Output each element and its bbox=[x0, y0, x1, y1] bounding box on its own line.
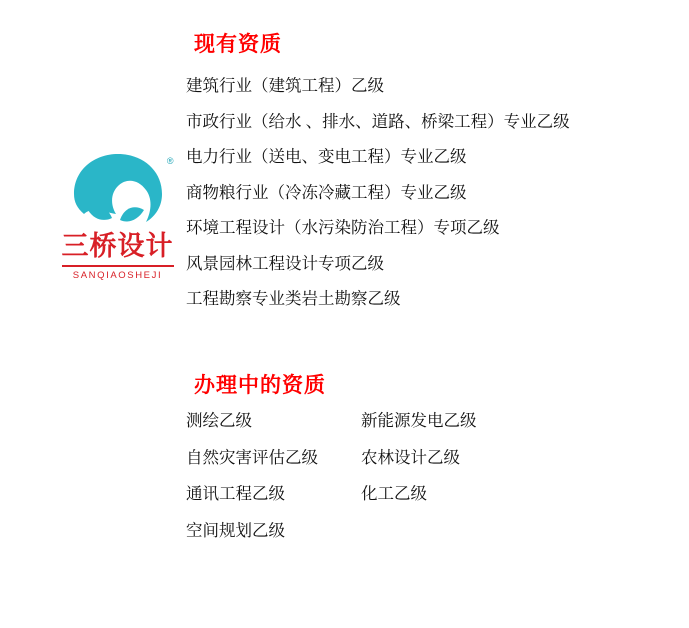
list-item: 建筑行业（建筑工程）乙级 bbox=[186, 76, 384, 95]
list-item: 化工乙级 bbox=[361, 484, 427, 504]
registered-trademark-icon: ® bbox=[166, 156, 174, 166]
logo-divider bbox=[62, 265, 174, 267]
section-pending-qualifications bbox=[186, 369, 676, 544]
list-item: 电力行业（送电、变电工程）专业乙级 bbox=[186, 147, 467, 167]
list-item: 新能源发电乙级 bbox=[361, 410, 477, 430]
section-current-qualifications bbox=[186, 28, 676, 317]
logo-mark-icon bbox=[66, 150, 174, 228]
list-item: 商物粮行业（冷冻冷藏工程）专业乙级 bbox=[186, 182, 467, 202]
current-qualifications-list bbox=[186, 68, 676, 317]
pending-qualifications-grid bbox=[186, 409, 676, 544]
list-item: 通讯工程乙级 bbox=[186, 484, 285, 504]
logo-company-name: 三桥设计 bbox=[61, 231, 174, 261]
section-title-current: 现有资质 bbox=[194, 33, 282, 56]
section-title-pending: 办理中的资质 bbox=[194, 373, 326, 397]
list-item: 市政行业（给水 、排水、道路、桥梁工程）专业乙级 bbox=[186, 111, 570, 131]
logo-pinyin: SANQIAOSHEJI bbox=[72, 269, 163, 281]
list-item: 农林设计乙级 bbox=[361, 447, 460, 467]
qualifications-content bbox=[186, 28, 676, 544]
list-item: 工程勘察专业类岩土勘察乙级 bbox=[186, 289, 401, 309]
list-item: 测绘乙级 bbox=[186, 410, 252, 430]
list-item: 空间规划乙级 bbox=[186, 521, 285, 541]
list-item: 环境工程设计（水污染防治工程）专项乙级 bbox=[186, 218, 500, 238]
list-item: 风景园林工程设计专项乙级 bbox=[186, 253, 384, 273]
company-logo bbox=[60, 150, 175, 281]
list-item: 自然灾害评估乙级 bbox=[186, 447, 318, 467]
